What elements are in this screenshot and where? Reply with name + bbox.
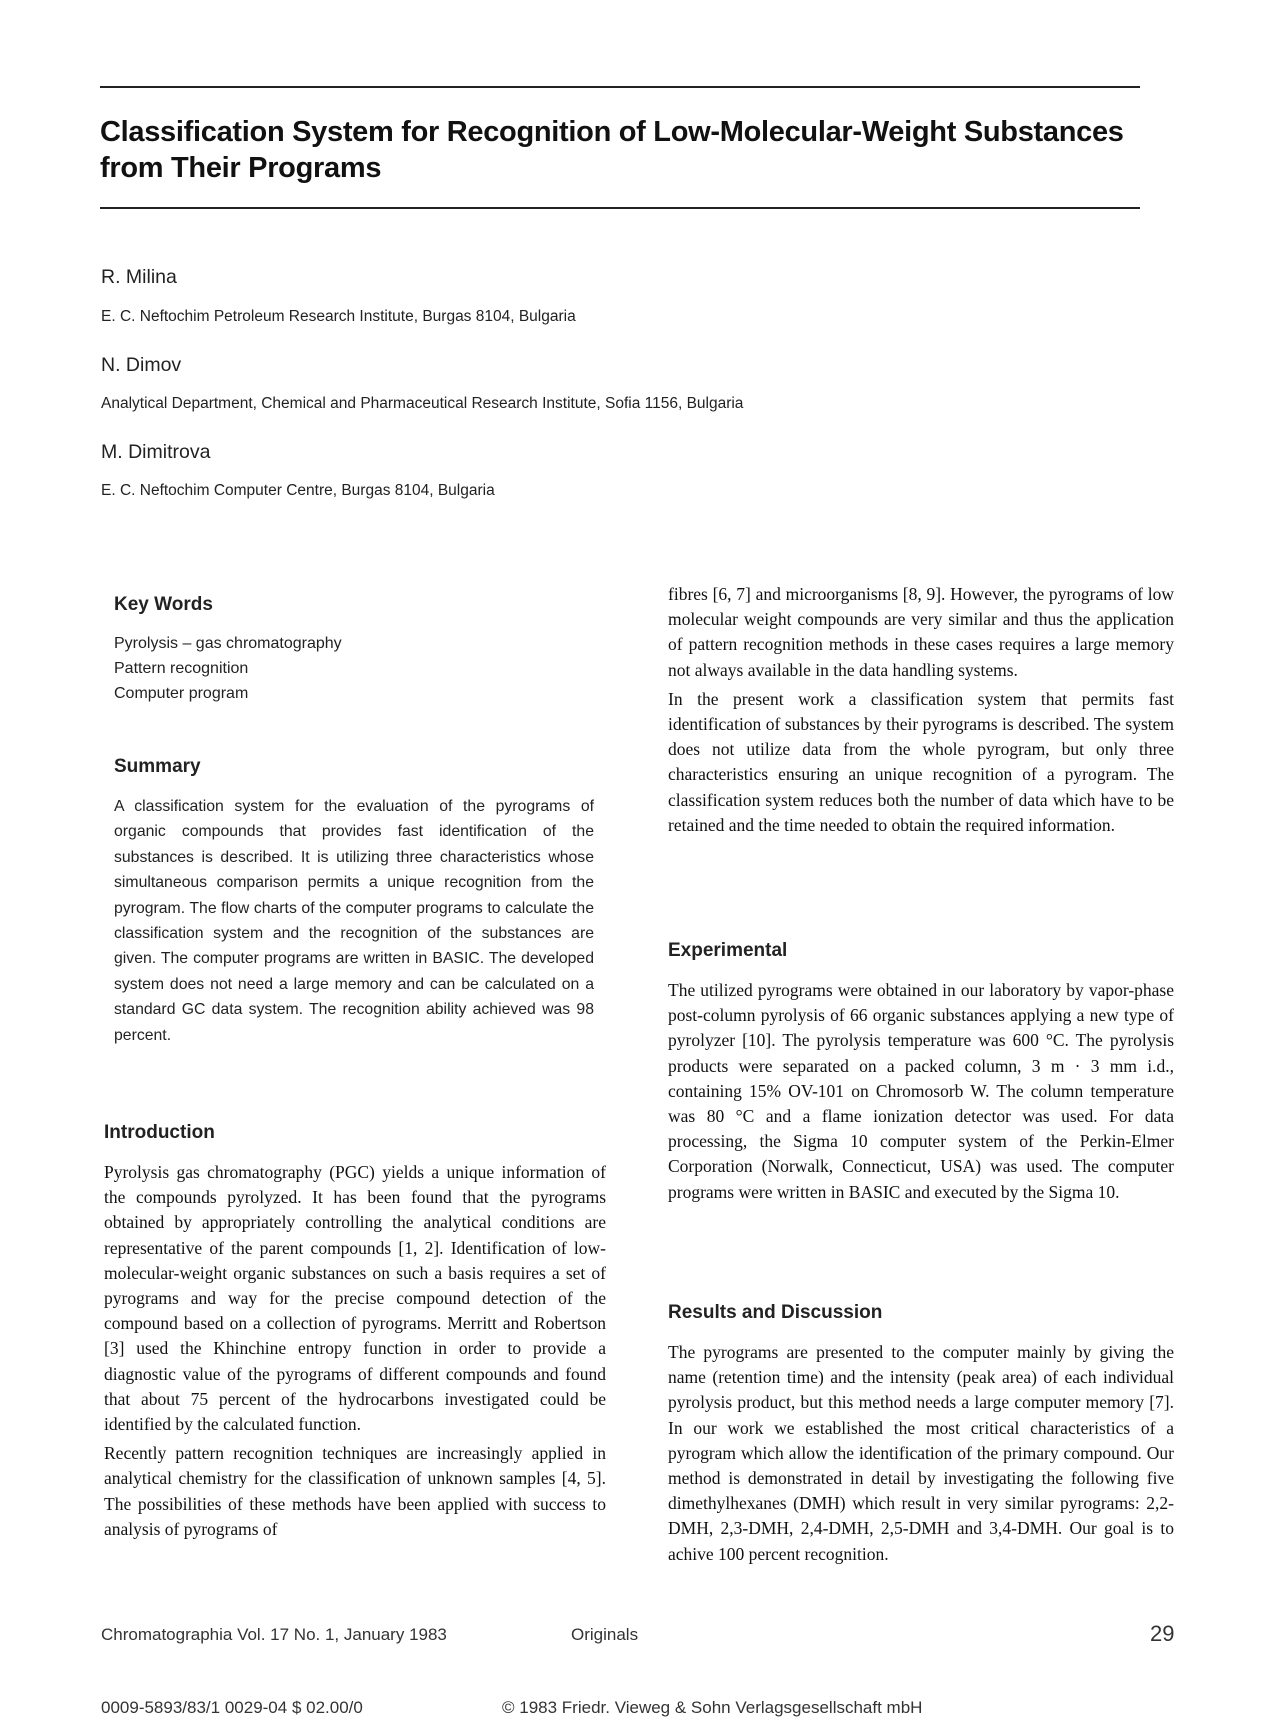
article-code: 0009-5893/83/1 0029-04 $ 02.00/0 [101,1698,363,1717]
introduction-text [104,1160,606,1542]
copyright-notice: © 1983 Friedr. Vieweg & Sohn Verlagsgesellschaft mbH [502,1698,923,1717]
author-name: M. Dimitrova [101,441,211,463]
author-name: R. Milina [101,266,177,288]
summary-text: A classification system for the evaluation of the pyrograms of organic compounds that provides fast identification of the substances is described. It is utilizing three characteristics whose simultaneous comparison permits a unique recognition from the pyrogram. The flow charts of the computer programs to calculate the classification system and the recognition of the substances are given. The computer programs are written in BASIC. The developed system does not need a large memory and can be calculated on a standard GC data system. The recognition ability achieved was 98 percent. [114,798,594,1044]
top-rule [100,86,1140,88]
author-affiliation: E. C. Neftochim Computer Centre, Burgas 8104, Bulgaria [101,482,495,499]
summary-heading: Summary [114,756,201,777]
keyword-item: Pyrolysis – gas chromatography [114,635,342,652]
paper-title: Classification System for Recognition of Low-Molecular-Weight Substances from Their Programs [100,116,1124,184]
keywords-heading: Key Words [114,594,213,615]
paragraph: In the present work a classification system that permits fast identification of substances by their pyrograms is described. The system does not utilize data from the whole pyrogram, but only three characteristics ensuring an unique recognition of a pyrogram. The classification system reduces both the number of data which have to be retained and the time needed to obtain the required information. [668,688,1174,835]
journal-citation: Chromatographia Vol. 17 No. 1, January 1983 [101,1625,447,1644]
page-number: 29 [1150,1621,1175,1646]
experimental-heading: Experimental [668,940,788,961]
keywords-list [114,631,342,706]
results-heading: Results and Discussion [668,1302,883,1323]
paragraph: fibres [6, 7] and microorganisms [8, 9]. However, the pyrograms of low molecular weight compounds are very similar and thus the application of pattern recognition methods in these cases requires a large memory not always available in the data handling systems. [668,584,1174,680]
keyword-item: Pattern recognition [114,660,249,677]
intro-continued-text [668,582,1174,838]
title-bottom-rule [100,207,1140,209]
author-affiliation: Analytical Department, Chemical and Pharmaceutical Research Institute, Sofia 1156, Bulgaria [101,395,744,412]
results-text: The pyrograms are presented to the computer mainly by giving the name (retention time) and the intensity (peak area) of each individual pyrolysis product, but this method needs a large computer memory [7]. In our work we established the most critical characteristics of a pyrogram which allow the identification of the primary compound. Our method is demonstrated in detail by investigating the following five dimethylhexanes (DMH) which result in very similar pyrograms: 2,2-DMH, 2,3-DMH, 2,4-DMH, 2,5-DMH and 3,4-DMH. Our goal is to achive 100 percent recognition. [668,1342,1174,1564]
experimental-text: The utilized pyrograms were obtained in our laboratory by vapor-phase post-column pyrolysis of 66 organic substances applying a new type of pyrolyzer [10]. The pyrolysis temperature was 600 °C. The pyrolysis products were separated on a packed column, 3 m · 3 mm i.d., containing 15% OV-101 on Chromosorb W. The column temperature was 80 °C and a flame ionization detector was used. For data processing, the Sigma 10 computer system of the Perkin-Elmer Corporation (Norwalk, Connecticut, USA) was used. The computer programs were written in BASIC and executed by the Sigma 10. [668,980,1174,1202]
section-label: Originals [571,1625,639,1644]
keyword-item: Computer program [114,685,249,702]
paragraph: Pyrolysis gas chromatography (PGC) yields a unique information of the compounds pyrolyzed. It has been found that the pyrograms obtained by appropriately controlling the analytical conditions are representative of the parent compounds [1, 2]. Identification of low-molecular-weight organic substances on such a basis requires a set of pyrograms and way for the precise compound detection of the compound based on a collection of pyrograms. Merritt and Robertson [3] used the Khinchine entropy function in order to provide a diagnostic value of the pyrograms of different compounds and found that about 75 percent of the hydrocarbons investigated could be identified by the calculated function. [104,1162,606,1435]
paragraph: Recently pattern recognition techniques are increasingly applied in analytical chemistry for the classification of unknown samples [4, 5]. The possibilities of these methods have been applied with success to analysis of pyrograms of [104,1443,606,1539]
author-affiliation: E. C. Neftochim Petroleum Research Institute, Burgas 8104, Bulgaria [101,308,576,325]
introduction-heading: Introduction [104,1122,215,1143]
author-name: N. Dimov [101,354,182,376]
